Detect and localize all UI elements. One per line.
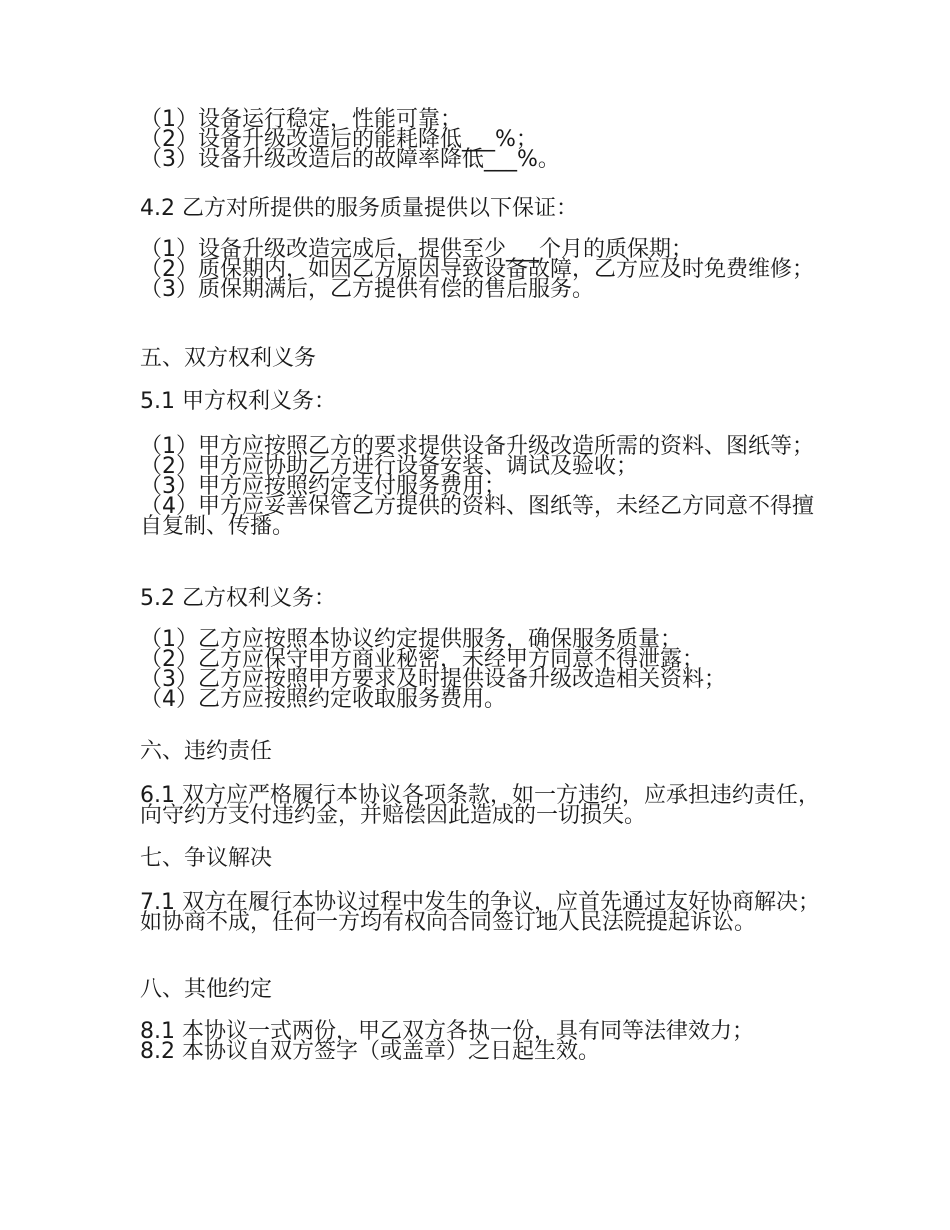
party-b-list <box>140 627 820 712</box>
list-item: （3）设备升级改造后的故障率降低___%。 <box>140 147 560 172</box>
list-item: （2）甲方应协助乙方进行设备安装、调试及验收； <box>140 454 638 479</box>
list-item: （2）设备升级改造后的能耗降低___%； <box>140 127 538 152</box>
party-a-list <box>140 434 820 539</box>
list-item: 8.1 本协议一式两份，甲乙双方各执一份，具有同等法律效力； <box>140 1019 754 1044</box>
list-item: （4）乙方应按照约定收取服务费用。 <box>140 687 506 712</box>
section-heading-5: 五、双方权利义务 <box>140 346 317 371</box>
section-heading-5-2: 5.2 乙方权利义务： <box>140 586 336 611</box>
list-item: （1）甲方应按照乙方的要求提供设备升级改造所需的资料、图纸等； <box>140 434 814 459</box>
paragraph-7-1: 7.1 双方在履行本协议过程中发生的争议，应首先通过友好协商解决；如协商不成，任何一方均有权向合同签订地人民法院提起诉讼。 <box>140 890 820 935</box>
paragraph-6-1: 6.1 双方应严格履行本协议各项条款，如一方违约，应承担违约责任，向守约方支付违约金，并赔偿因此造成的一切损失。 <box>140 783 820 828</box>
list-item: （1）设备升级改造完成后，提供至少___个月的质保期； <box>140 237 693 262</box>
list-item: （3）甲方应按照约定支付服务费用； <box>140 474 506 499</box>
list-item: （2）质保期内，如因乙方原因导致设备故障，乙方应及时免费维修； <box>140 257 814 282</box>
section-heading-6: 六、违约责任 <box>140 739 273 764</box>
section-heading-5-1: 5.1 甲方权利义务： <box>140 389 336 414</box>
section-heading-4-2: 4.2 乙方对所提供的服务质量提供以下保证： <box>140 196 578 221</box>
list-item: （1）乙方应按照本协议约定提供服务，确保服务质量； <box>140 627 682 652</box>
quality-list <box>140 107 820 172</box>
list-item: （4）甲方应妥善保管乙方提供的资料、图纸等，未经乙方同意不得擅自复制、传播。 <box>140 494 814 539</box>
section-heading-7: 七、争议解决 <box>140 846 273 871</box>
list-item: （2）乙方应保守甲方商业秘密，未经甲方同意不得泄露； <box>140 647 704 672</box>
section-heading-8: 八、其他约定 <box>140 977 273 1002</box>
other-terms-list <box>140 1019 820 1064</box>
list-item: （3）乙方应按照甲方要求及时提供设备升级改造相关资料； <box>140 667 726 692</box>
list-item: （3）质保期满后，乙方提供有偿的售后服务。 <box>140 277 594 302</box>
warranty-list <box>140 237 820 302</box>
list-item: 8.2 本协议自双方签字（或盖章）之日起生效。 <box>140 1039 600 1064</box>
list-item: （1）设备运行稳定，性能可靠； <box>140 107 462 132</box>
